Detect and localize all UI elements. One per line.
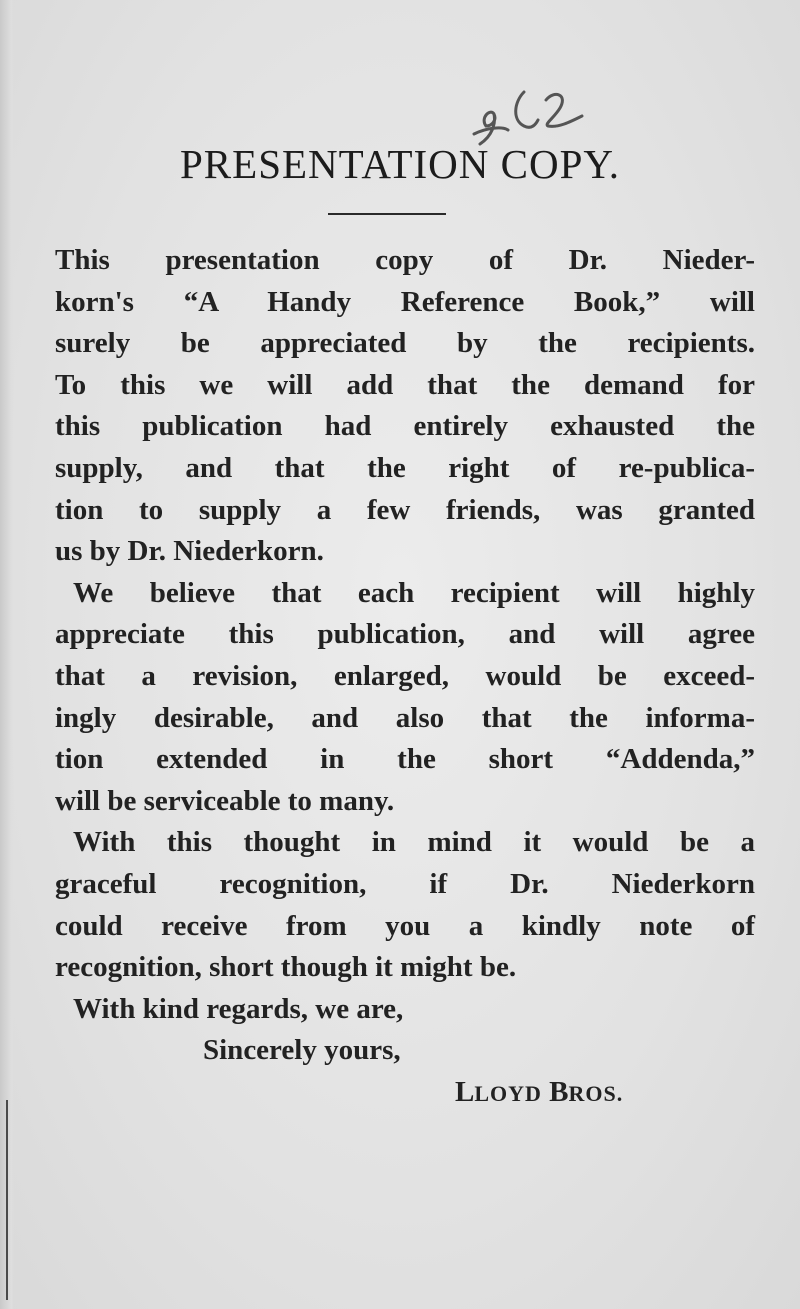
signature-rest: LOYD (474, 1080, 542, 1106)
closing (55, 989, 755, 1114)
text-line: ingly desirable, and also that the informa- (55, 701, 755, 734)
text-line: supply, and that the right of re-publica- (55, 451, 755, 484)
signature-initial: B (549, 1075, 569, 1108)
text-line: recognition, short though it might be. (55, 951, 517, 984)
paragraph-1 (55, 240, 755, 573)
text-line: tion extended in the short “Addenda,” (55, 743, 755, 776)
text-line: To this we will add that the demand for (55, 368, 755, 401)
page-title: PRESENTATION COPY. (180, 141, 620, 187)
closing-regards: With kind regards, we are, (73, 992, 404, 1025)
text-line: that a revision, enlarged, would be exceed- (55, 659, 755, 692)
text-line: korn's “A Handy Reference Book,” will (55, 285, 755, 318)
text-line: will be serviceable to many. (55, 784, 395, 817)
text-line: us by Dr. Niederkorn. (55, 535, 324, 568)
text-line: We believe that each recipient will highly (73, 576, 755, 609)
text-line: could receive from you a kindly note of (55, 909, 755, 942)
text-line: surely be appreciated by the recipients. (55, 327, 755, 360)
text-line: graceful recognition, if Dr. Niederkorn (55, 867, 755, 900)
signature-rest: ROS. (568, 1080, 624, 1106)
paragraph-2 (55, 573, 755, 823)
text-line: This presentation copy of Dr. Nieder- (55, 244, 755, 276)
letter-body (55, 240, 755, 1113)
signature (55, 1072, 755, 1114)
signature-initial: L (455, 1075, 475, 1108)
paragraph-3 (55, 822, 755, 988)
handwritten-annotation (450, 78, 620, 148)
title-divider (328, 213, 446, 215)
text-line: appreciate this publication, and will agree (55, 618, 755, 651)
binding-line (6, 1100, 8, 1300)
text-line: tion to supply a few friends, was granted (55, 493, 755, 526)
closing-sincerely: Sincerely yours, (203, 1034, 401, 1067)
text-line: this publication had entirely exhausted the (55, 410, 755, 443)
text-line: With this thought in mind it would be a (73, 826, 755, 859)
